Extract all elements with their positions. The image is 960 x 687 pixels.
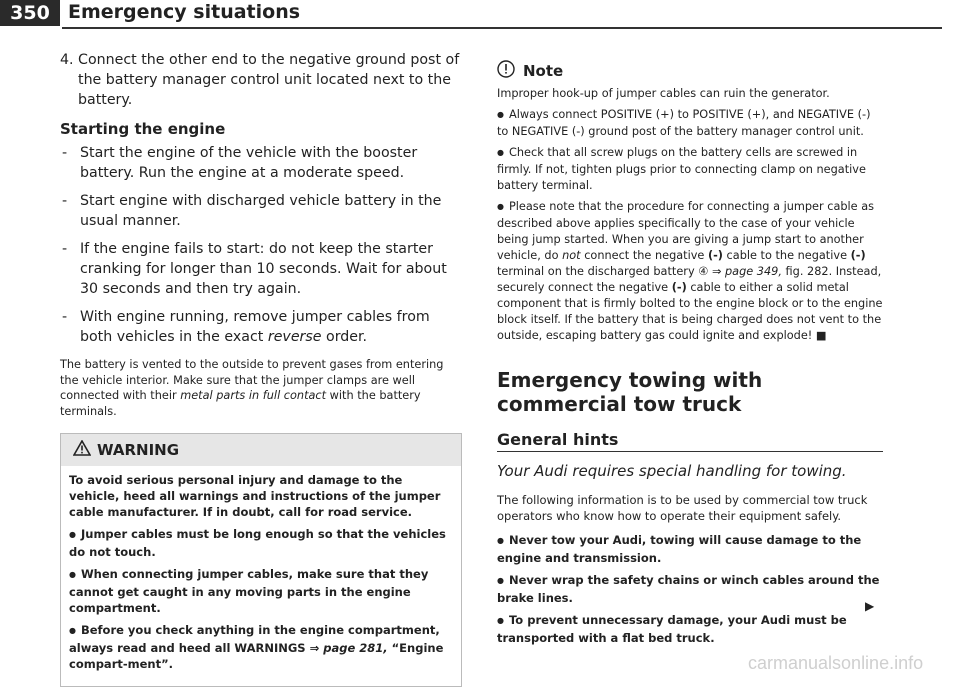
subheading-rule: [497, 451, 883, 452]
page-number: 350: [0, 0, 60, 26]
info-circle-icon: [497, 60, 515, 82]
battery-vent-note: The battery is vented to the outside to prevent gases from entering the vehicle interior. Make sure that the jumper clamps are well connected with their metal parts in full contact with the battery terminals.: [60, 358, 444, 418]
header-rule: [62, 27, 942, 29]
general-hints-heading: General hints: [497, 430, 619, 449]
right-column: [497, 60, 883, 652]
warning-body: [61, 466, 461, 686]
towing-bullet: ● Never tow your Audi, towing will cause damage to the engine and transmission.: [497, 532, 883, 566]
towing-intro: Your Audi requires special handling for towing.: [497, 462, 847, 480]
warning-text: To avoid serious personal injury and damage to the vehicle, heed all warnings and instructions of the jumper cable manufacturer. If in doubt, call for road service.: [69, 473, 441, 519]
starting-engine-heading: Starting the engine: [60, 120, 226, 138]
callout-4-icon: ④: [698, 265, 709, 278]
note-header: [497, 60, 883, 82]
note-title: Note: [523, 62, 564, 80]
continue-arrow-icon: ▶: [865, 599, 875, 613]
warning-bullet: ● When connecting jumper cables, make sure that they cannot get caught in any moving parts in the engine compartment.: [69, 566, 455, 616]
warning-box: [60, 433, 462, 687]
note-body: [497, 86, 883, 344]
towing-bullet: ● To prevent unnecessary damage, your Audi must be transported with a flat bed truck.: [497, 612, 883, 646]
warning-triangle-icon: [73, 440, 91, 460]
warning-header: [61, 434, 461, 466]
page-349-link[interactable]: ⇒ page 349,: [708, 265, 782, 278]
list-item: - With engine running, remove jumper cables from both vehicles in the exact reverse order.: [60, 307, 460, 347]
warning-title: WARNING: [97, 441, 180, 459]
list-item: - If the engine fails to start: do not keep the starter cranking for longer than 10 seconds. Wait for about 30 seconds and then try again.: [60, 239, 460, 299]
watermark: carmanualsonline.info: [748, 653, 924, 673]
towing-body: The following information is to be used by commercial tow truck operators who know how to operate their equipment safely.: [497, 493, 868, 523]
warning-bullet: ● Before you check anything in the engine compartment, always read and heed all WARNINGS ⇒ page 281, “Engine compart-ment”.: [69, 622, 455, 672]
towing-bullet: ● Never wrap the safety chains or winch cables around the brake lines.: [497, 572, 883, 606]
page-281-link[interactable]: page 281,: [319, 641, 388, 655]
page-header: [0, 0, 960, 32]
note-bullet: ● Always connect POSITIVE (+) to POSITIVE (+), and NEGATIVE (-) to NEGATIVE (-) ground post of the battery manager control unit.: [497, 107, 883, 140]
towing-heading: Emergency towing with commercial tow truck: [497, 368, 763, 416]
note-text: Improper hook-up of jumper cables can ruin the generator.: [497, 87, 830, 100]
warning-bullet: ● Jumper cables must be long enough so that the vehicles do not touch.: [69, 526, 455, 560]
note-bullet: ● Check that all screw plugs on the battery cells are screwed in firmly. If not, tighten plugs prior to connecting clamp on negative battery terminal.: [497, 145, 883, 194]
note-bullet: ● Please note that the procedure for connecting a jumper cable as described above applies specifically to the case of your vehicle being jump started. When you are giving a jump start to another vehicle, do not connect the negative (-) cable to the negative (-) terminal on the discharged battery ④ ⇒ page 349, fig. 282. Instead, securely connect the negative (-) cable to either a solid metal component that is firmly bolted to the engine block or to the engine block itself. If the battery that is being charged does not vent to the outside, escaping battery gas could ignite and explode! ■: [497, 199, 883, 344]
left-column: [60, 50, 460, 687]
step-4: 4. Connect the other end to the negative ground post of the battery manager control unit located next to the battery.: [60, 52, 460, 108]
list-item: - Start engine with discharged vehicle battery in the usual manner.: [60, 191, 460, 231]
list-item: - Start the engine of the vehicle with the booster battery. Run the engine at a moderate speed.: [60, 143, 460, 183]
section-title: Emergency situations: [68, 1, 301, 23]
